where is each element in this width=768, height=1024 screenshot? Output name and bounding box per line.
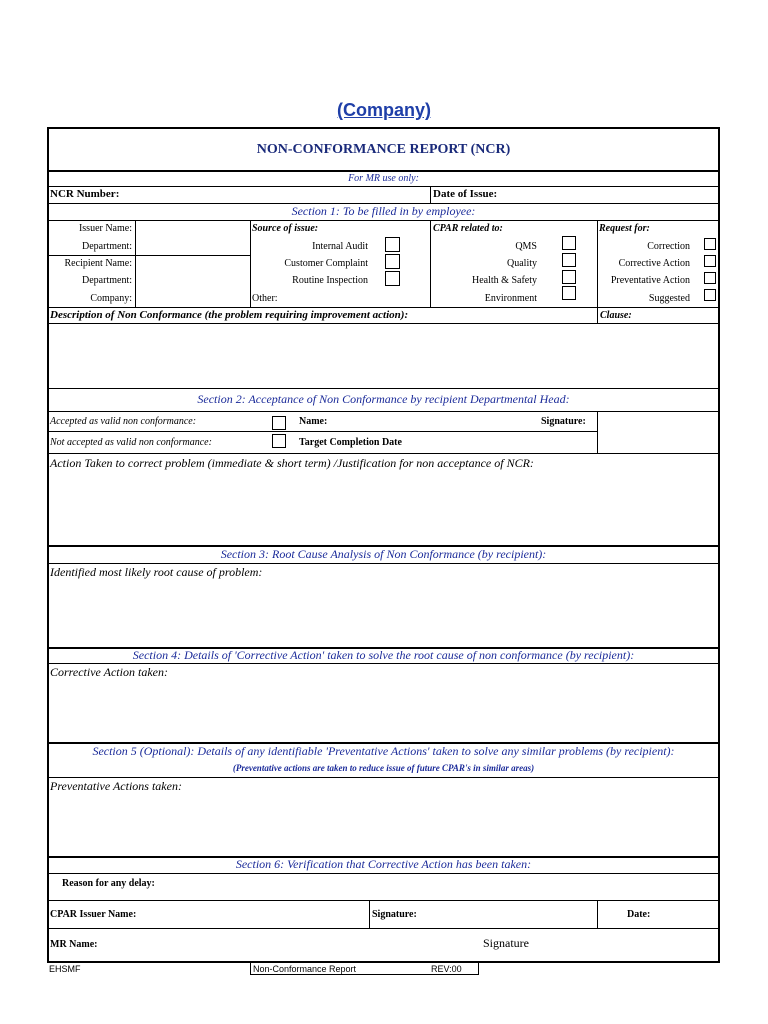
reason-delay-label: Reason for any delay: [62, 878, 155, 889]
divider [47, 388, 720, 389]
cpar-heading: CPAR related to: [433, 223, 503, 234]
section1-title: Section 1: To be filled in by employee: [291, 204, 476, 218]
divider [430, 220, 431, 307]
divider [47, 431, 598, 432]
action-taken-field[interactable] [48, 472, 719, 544]
divider [47, 900, 720, 901]
customer-complaint-checkbox[interactable] [385, 254, 400, 269]
divider [47, 563, 720, 564]
date-of-issue-label: Date of Issue: [433, 188, 498, 200]
divider [597, 900, 598, 928]
preventative-actions-label: Preventative Actions taken: [50, 779, 182, 793]
preventative-action-checkbox[interactable] [704, 272, 716, 284]
accepted-label: Accepted as valid non conformance: [50, 416, 197, 427]
description-field[interactable] [48, 324, 719, 387]
section2-title: Section 2: Acceptance of Non Conformance by recipient Departmental Head: [197, 392, 570, 406]
divider [47, 186, 720, 187]
company-title: (Company) [337, 100, 431, 120]
mr-use-label: For MR use only: [348, 173, 419, 184]
correction-checkbox[interactable] [704, 238, 716, 250]
issuer-name-label: Issuer Name: [78, 223, 132, 234]
mr-name-label: MR Name: [50, 939, 98, 950]
corrective-action-label: Corrective Action taken: [50, 665, 168, 679]
mr-signature-label: Signature [483, 936, 529, 950]
section5-note: (Preventative actions are taken to reduce issue of future CPAR's in similar areas) [232, 763, 535, 773]
quality-checkbox[interactable] [562, 253, 576, 267]
divider [47, 663, 720, 664]
preventative-actions-field[interactable] [48, 795, 719, 855]
ncr-number-label: NCR Number: [50, 188, 120, 200]
department-label: Department: [82, 241, 132, 252]
divider [47, 873, 720, 874]
divider [47, 411, 720, 412]
signature-label: Signature: [372, 909, 417, 920]
date-label: Date: [627, 909, 651, 920]
recipient-department-label: Department: [82, 275, 132, 286]
source-item: Customer Complaint [284, 258, 368, 269]
divider [47, 928, 720, 929]
section4-title: Section 4: Details of 'Corrective Action' taken to solve the root cause of non conformance (by recipient): [132, 648, 635, 662]
divider [369, 900, 370, 928]
footer-revision: REV:00 [431, 964, 462, 974]
source-item: Internal Audit [312, 241, 368, 252]
cpar-issuer-label: CPAR Issuer Name: [50, 909, 137, 920]
request-heading: Request for: [599, 223, 650, 234]
divider [135, 220, 136, 307]
environment-checkbox[interactable] [562, 286, 576, 300]
divider [430, 186, 431, 203]
divider [597, 220, 598, 307]
accepted-checkbox[interactable] [272, 416, 286, 430]
root-cause-label: Identified most likely root cause of problem: [50, 565, 263, 579]
divider [47, 453, 720, 454]
source-item: Routine Inspection [292, 275, 368, 286]
divider [597, 307, 598, 323]
internal-audit-checkbox[interactable] [385, 237, 400, 252]
divider [47, 777, 720, 778]
description-label: Description of Non Conformance (the problem requiring improvement action): [50, 309, 409, 321]
footer-code: EHSMF [49, 964, 81, 974]
health-safety-checkbox[interactable] [562, 270, 576, 284]
source-heading: Source of issue: [252, 223, 319, 234]
corrective-action-checkbox[interactable] [704, 255, 716, 267]
cpar-item: Health & Safety [472, 275, 537, 286]
section6-title: Section 6: Verification that Corrective Action has been taken: [235, 857, 532, 871]
cpar-item: Quality [507, 258, 537, 269]
divider [47, 307, 720, 308]
divider [250, 220, 251, 307]
suggested-checkbox[interactable] [704, 289, 716, 301]
action-taken-label: Action Taken to correct problem (immediate & short term) /Justification for non acceptance of NCR: [50, 456, 534, 470]
divider [597, 411, 598, 453]
cpar-item: Environment [484, 293, 537, 304]
footer-doc-name: Non-Conformance Report [253, 964, 357, 974]
recipient-name-label: Recipient Name: [64, 258, 132, 269]
qms-checkbox[interactable] [562, 236, 576, 250]
request-item: Preventative Action [610, 275, 690, 286]
divider [47, 220, 720, 221]
not-accepted-label: Not accepted as valid non conformance: [50, 437, 212, 448]
clause-label: Clause: [600, 310, 632, 321]
corrective-action-field[interactable] [48, 681, 719, 741]
request-item: Correction [647, 241, 690, 252]
section5-title: Section 5 (Optional): Details of any identifiable 'Preventative Actions' taken to solve any similar problems (by recipient): [92, 744, 675, 758]
report-title: NON-CONFORMANCE REPORT (NCR) [256, 142, 511, 157]
divider [47, 255, 250, 256]
company-label: Company: [90, 293, 132, 304]
name-label: Name: [299, 416, 328, 427]
not-accepted-checkbox[interactable] [272, 434, 286, 448]
routine-inspection-checkbox[interactable] [385, 271, 400, 286]
section3-title: Section 3: Root Cause Analysis of Non Conformance (by recipient): [220, 547, 547, 561]
request-item: Suggested [648, 293, 690, 304]
root-cause-field[interactable] [48, 581, 719, 646]
request-item: Corrective Action [618, 258, 690, 269]
target-date-label: Target Completion Date [299, 437, 402, 448]
source-other-label: Other: [252, 293, 278, 304]
cpar-item: QMS [515, 241, 537, 252]
signature-label: Signature: [541, 416, 586, 427]
